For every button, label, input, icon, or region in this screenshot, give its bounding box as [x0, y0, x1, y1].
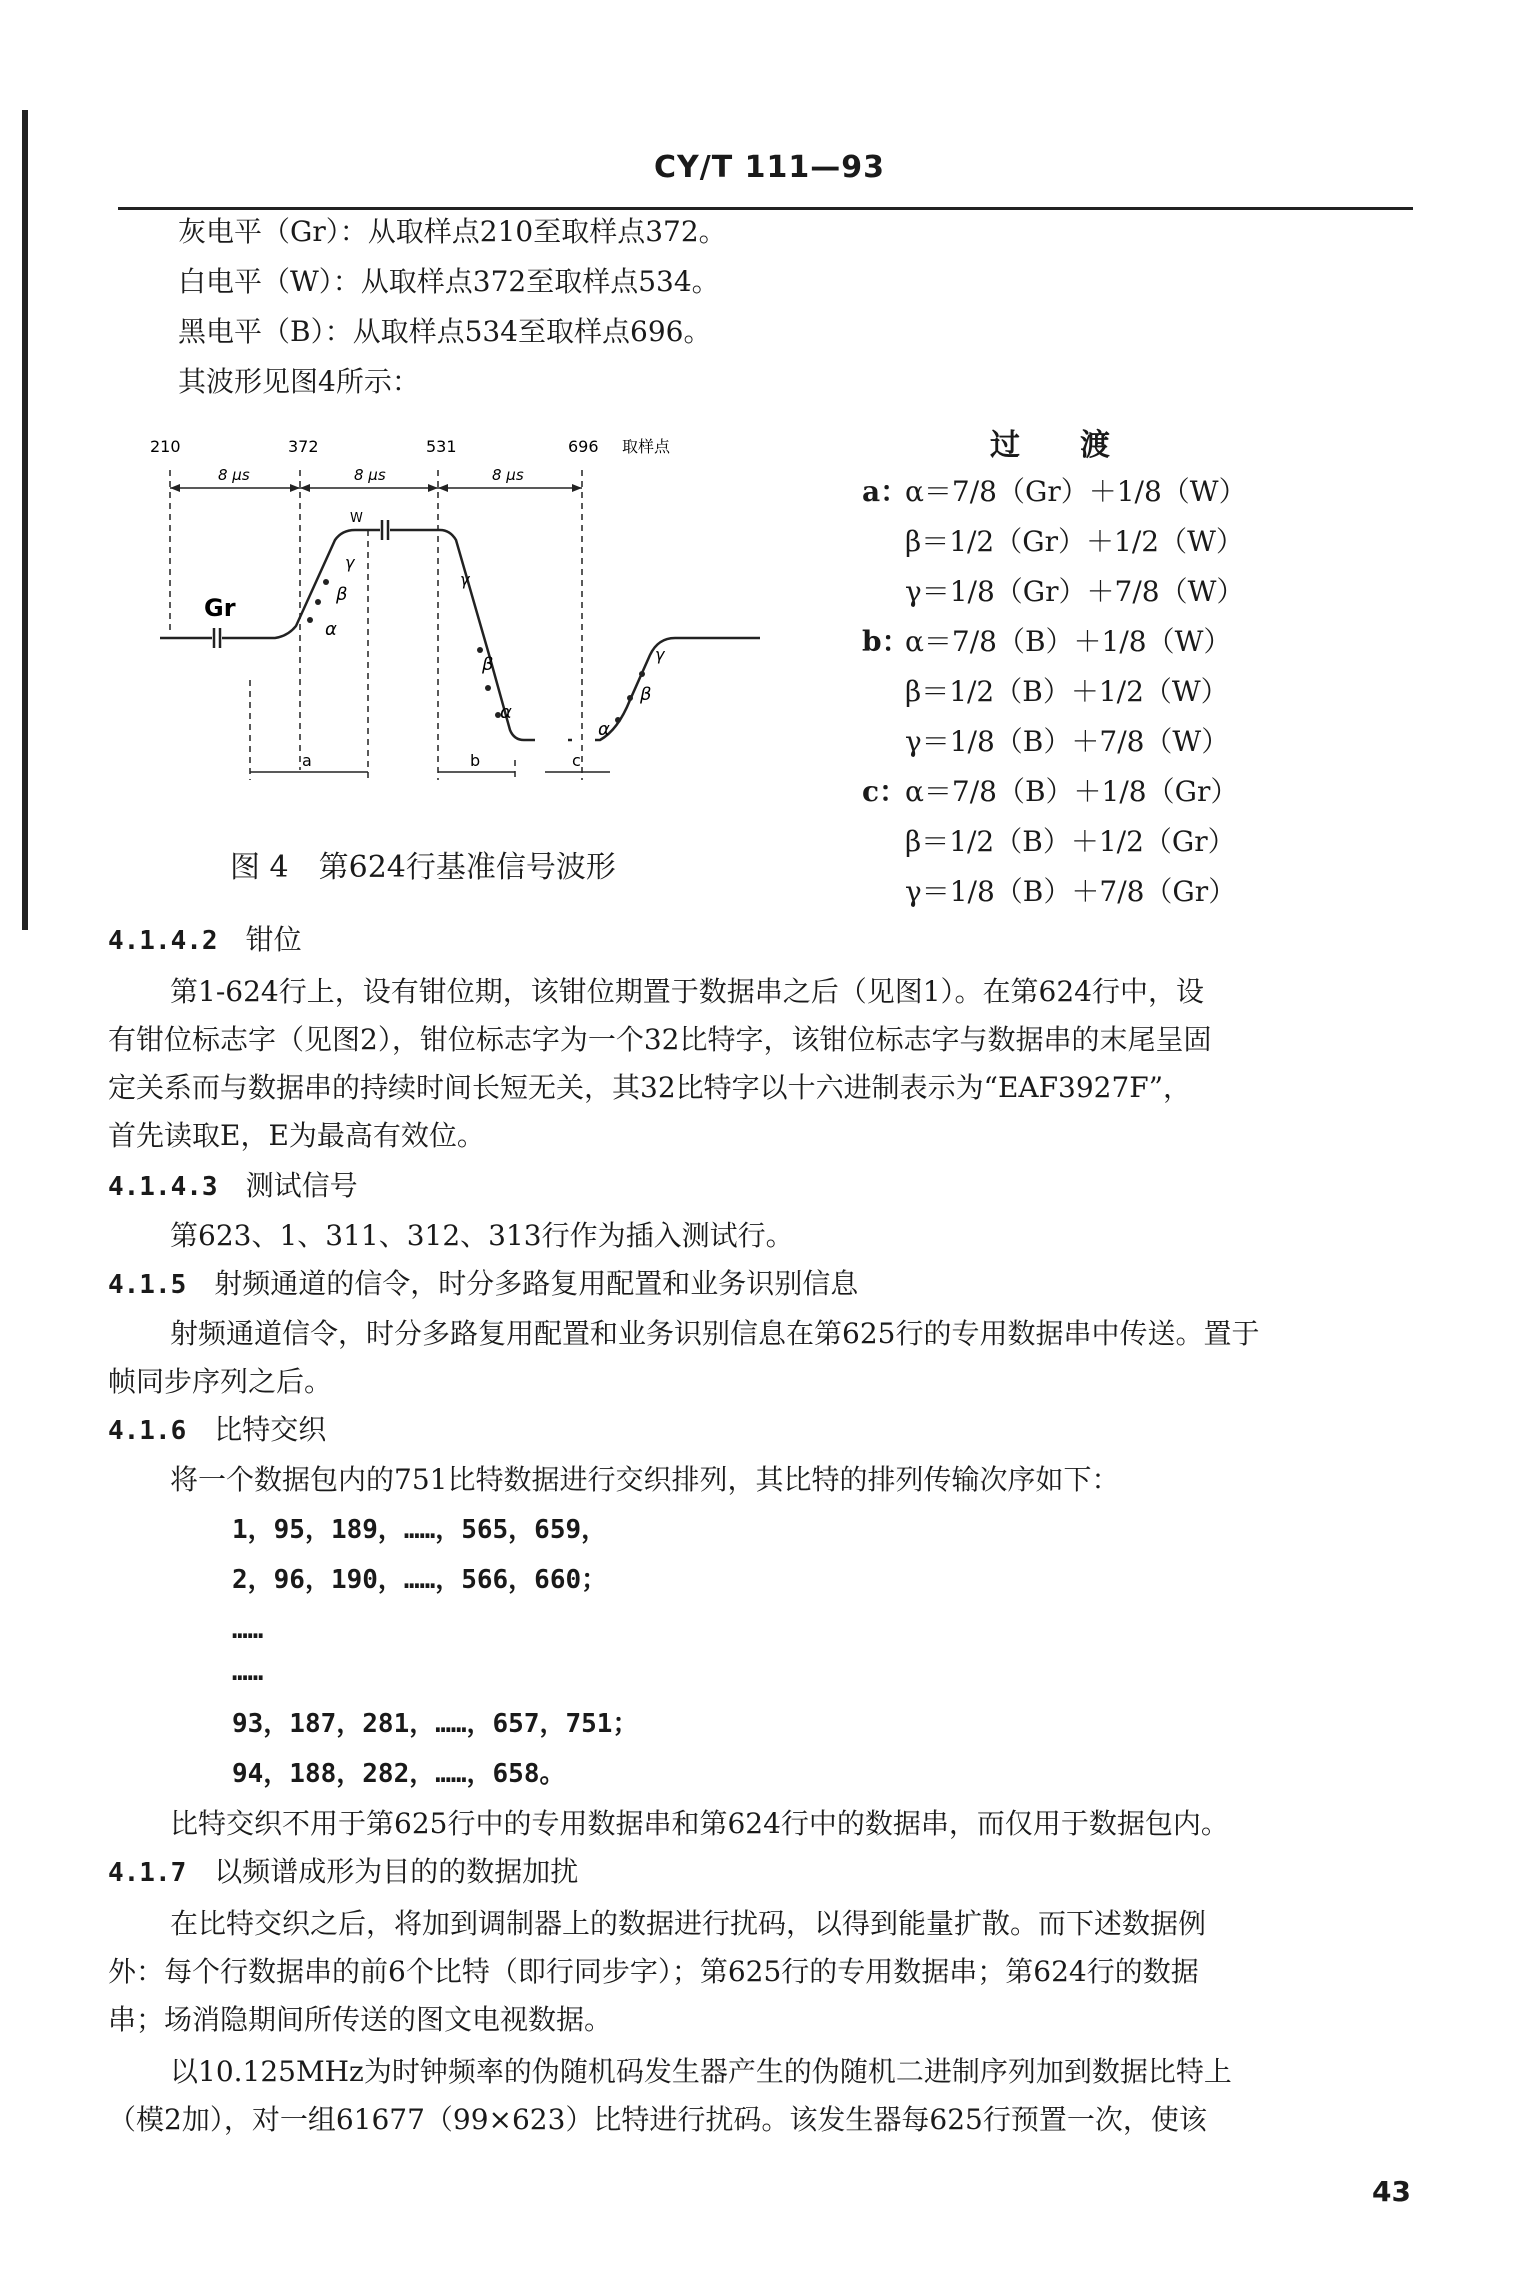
transition-c-beta: β＝1/2（B）＋1/2（Gr） — [905, 825, 1236, 858]
transition-a-gamma: γ＝1/8（Gr）＋7/8（W） — [905, 575, 1245, 608]
waveform-figure — [140, 430, 780, 840]
section-415-line-2: 帧同步序列之后。 — [108, 1365, 333, 1398]
section-417-line-5: （模2加），对一组61677（99×623）比特进行扰码。该发生器每625行预置一次，使该 — [108, 2103, 1207, 2136]
section-4142-line-2: 有钳位标志字（见图2），钳位标志字为一个32比特字，该钳位标志字与数据串的末尾呈固 — [108, 1023, 1212, 1056]
transition-b-gamma: γ＝1/8（B）＋7/8（W） — [905, 725, 1230, 758]
interleave-seq-1: 1，95，189，……，565，659， — [232, 1515, 608, 1545]
section-number: 4.1.6 — [108, 1416, 187, 1446]
interleave-seq-4: …… — [232, 1657, 264, 1687]
section-number: 4.1.4.2 — [108, 926, 218, 956]
interval-b-label: b — [470, 751, 481, 770]
transition-b-beta: β＝1/2（B）＋1/2（W） — [905, 675, 1229, 708]
transition-c-gamma: γ＝1/8（B）＋7/8（Gr） — [905, 875, 1237, 908]
section-title: 射频通道的信令，时分多路复用配置和业务识别信息 — [214, 1267, 859, 1300]
figure-caption: 图 4 第624行基准信号波形 — [230, 850, 616, 885]
section-415-line-1: 射频通道信令，时分多路复用配置和业务识别信息在第625行的专用数据串中传送。置于 — [170, 1317, 1260, 1350]
gr-label: Gr — [204, 594, 236, 622]
section-4143-line-1: 第623、1、311、312、313行作为插入测试行。 — [170, 1219, 794, 1252]
section-4143-heading — [108, 1166, 358, 1207]
section-416-outro: 比特交织不用于第625行中的专用数据串和第624行中的数据串，而仅用于数据包内。 — [170, 1807, 1229, 1840]
section-4142-heading — [108, 920, 302, 961]
interval-label-3: 8 μs — [492, 466, 524, 484]
transition-c-alpha: α＝7/8（B）＋1/8（Gr） — [905, 775, 1239, 808]
beta-label-a: β — [336, 584, 348, 605]
alpha-label-a: α — [325, 619, 337, 640]
beta-label-b: β — [482, 654, 494, 675]
sample-unit-label: 取样点 — [622, 437, 671, 456]
section-title: 以频谱成形为目的的数据加扰 — [214, 1855, 579, 1888]
section-title: 比特交织 — [214, 1413, 327, 1446]
section-4142-line-3: 定关系而与数据串的持续时间长短无关，其32比特字以十六进制表示为“EAF3927F”， — [108, 1071, 1192, 1104]
section-416-heading — [108, 1410, 326, 1451]
transition-b-alpha: α＝7/8（B）＋1/8（W） — [905, 625, 1232, 658]
interval-label-2: 8 μs — [354, 466, 386, 484]
interleave-seq-3: …… — [232, 1615, 264, 1645]
interleave-seq-6: 94，188，282，……，658。 — [232, 1759, 566, 1789]
header-rule — [118, 207, 1413, 210]
sample-label-696: 696 — [568, 437, 599, 456]
level-black-line: 黑电平（B）：从取样点534至取样点696。 — [178, 315, 712, 348]
scan-margin-bar — [22, 110, 28, 930]
interleave-seq-5: 93，187，281，……，657，751； — [232, 1709, 639, 1739]
section-416-intro: 将一个数据包内的751比特数据进行交织排列，其比特的排列传输次序如下： — [170, 1463, 1120, 1496]
section-417-line-1: 在比特交织之后，将加到调制器上的数据进行扰码，以得到能量扩散。而下述数据例 — [170, 1907, 1207, 1940]
gamma-label-b: γ — [460, 570, 470, 589]
interleave-seq-2: 2，96，190，……，566，660； — [232, 1565, 608, 1595]
w-label: W — [350, 511, 363, 526]
interval-c-label: c — [572, 751, 581, 770]
transition-title: 过 渡 — [990, 428, 1110, 463]
interval-a-label: a — [302, 751, 312, 770]
waveform-trace — [160, 530, 760, 740]
section-4142-line-4: 首先读取E，E为最高有效位。 — [108, 1119, 485, 1152]
transition-group-a-label: a： — [862, 475, 909, 508]
alpha-label-b: α — [500, 702, 512, 723]
transition-group-b-label: b： — [862, 625, 910, 658]
beta-label-c: β — [640, 684, 652, 705]
sample-label-531: 531 — [426, 437, 457, 456]
level-gray-line: 灰电平（Gr）：从取样点210至取样点372。 — [178, 215, 727, 248]
transition-a-beta: β＝1/2（Gr）＋1/2（W） — [905, 525, 1244, 558]
transition-a-alpha: α＝7/8（Gr）＋1/8（W） — [905, 475, 1247, 508]
section-417-line-4: 以10.125MHz为时钟频率的伪随机码发生器产生的伪随机二进制序列加到数据比特上 — [170, 2055, 1232, 2088]
waveform-intro-line: 其波形见图4所示： — [178, 365, 420, 398]
sample-label-210: 210 — [150, 437, 181, 456]
section-417-heading — [108, 1852, 578, 1893]
section-417-line-3: 串；场消隐期间所传送的图文电视数据。 — [108, 2003, 613, 2036]
document-code-header: CY/T 111—93 — [654, 150, 885, 185]
section-417-line-2: 外：每个行数据串的前6个比特（即行同步字）；第625行的专用数据串；第624行的数据 — [108, 1955, 1199, 1988]
interval-label-1: 8 μs — [218, 466, 250, 484]
level-white-line: 白电平（W）：从取样点372至取样点534。 — [178, 265, 720, 298]
section-415-heading — [108, 1264, 858, 1305]
section-number: 4.1.4.3 — [108, 1172, 218, 1202]
sample-label-372: 372 — [288, 437, 319, 456]
gamma-label-c: γ — [655, 645, 665, 664]
transition-group-c-label: c： — [862, 775, 908, 808]
section-number: 4.1.7 — [108, 1858, 187, 1888]
section-title: 测试信号 — [245, 1169, 358, 1202]
page-number: 43 — [1372, 2175, 1411, 2208]
section-4142-line-1: 第1-624行上，设有钳位期，该钳位期置于数据串之后（见图1）。在第624行中，设 — [170, 975, 1204, 1008]
alpha-label-c: α — [598, 719, 610, 740]
section-title: 钳位 — [245, 923, 302, 956]
section-number: 4.1.5 — [108, 1270, 187, 1300]
gamma-label-a: γ — [345, 553, 355, 572]
